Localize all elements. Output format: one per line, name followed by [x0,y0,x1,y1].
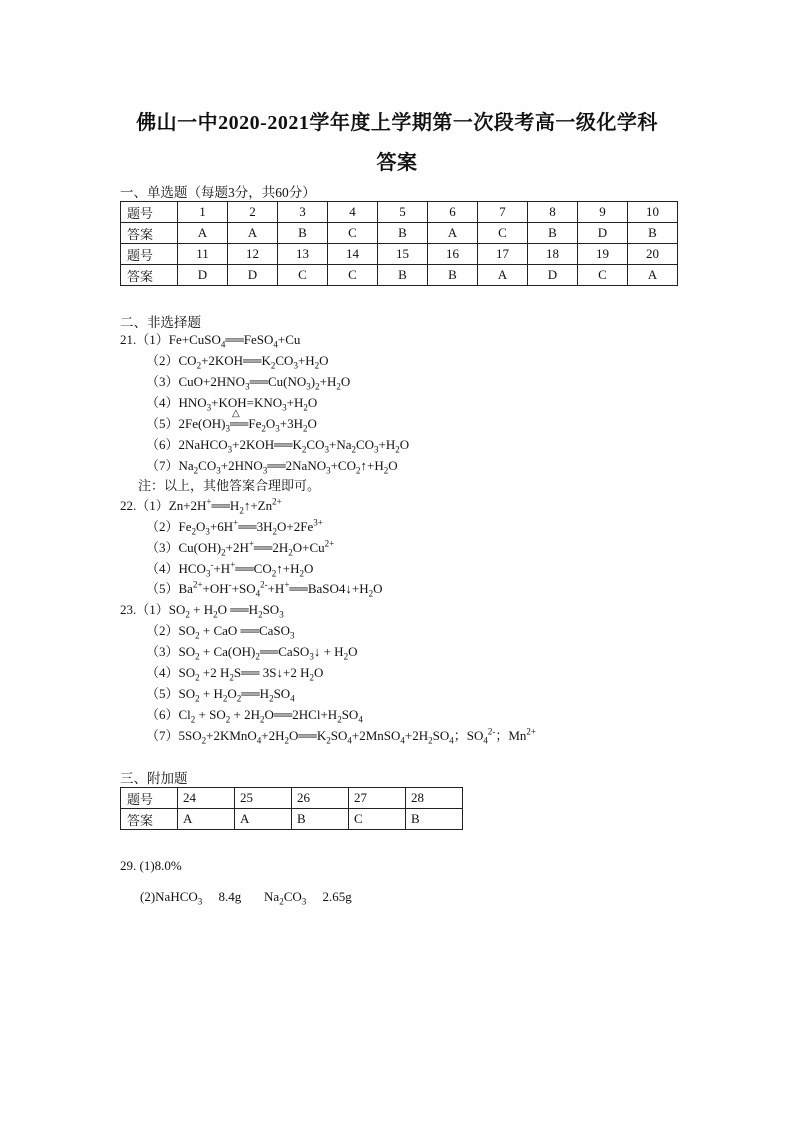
table-row [121,788,463,809]
question-number: 18 [528,244,578,265]
answer-cell: C [349,809,406,830]
section1-heading: 一、单选题（每题3分，共60分） [120,185,316,200]
answer-cell: D [578,223,628,244]
question-number: 14 [328,244,378,265]
row-label: 题号 [121,202,178,223]
q23-part6: $(6)Cl_2 + SO_2$ + $2H_2O══2HCl+H_2SO_4$ [146,707,363,725]
q22-part4: $(4)HCO_3^-+H^+══CO_2↑+H_2O$ [146,559,314,579]
answer-cell: B [292,809,349,830]
question-number: 15 [378,244,428,265]
row-label: 题号 [121,244,178,265]
row-label: 答案 [121,223,178,244]
answer-cell: D [528,265,578,286]
question-number: 4 [328,202,378,223]
q22-part2: $(2)Fe_2O_3+6H^+══3H_2O+2Fe^{3+}$ [146,517,323,537]
q21-part2: $(2)CO_2+2KOH══K_2CO_3+H_2O$ [146,353,329,371]
question-number: 2 [228,202,278,223]
q21-part6: $(6)2NaHCO_3+2KOH══K_2CO_3+Na_2CO_3+H_2O$ [146,437,410,455]
table-row [121,265,678,286]
page-subtitle: 答案 [376,152,418,174]
q21-part1: 21.（1）Fe+CuSO$_4$══FeSO$_4$+Cu [120,332,301,350]
q21-part4: $(4)HNO_3+KOH=KNO_3+H_2O$ [146,395,318,413]
question-number: 11 [178,244,228,265]
heat-triangle-icon: △ ══ [230,416,248,432]
q21-note: 注：以上，其他答案合理即可。 [138,478,321,493]
question-number: 10 [628,202,678,223]
q23-part5: $(5)SO_2$ + $H_2O_2══H_2SO_4$ [146,686,295,704]
question-number: 19 [578,244,628,265]
question-number: 9 [578,202,628,223]
answer-cell: C [578,265,628,286]
q23-part3: $(3)SO_2$ + $Ca(OH)_2══CaSO_3↓ + H_2O$ [146,644,358,662]
page-title: 佛山一中2020-2021学年度上学期第一次段考高一级化学科 [136,112,658,134]
mcq-answer-table [120,201,678,286]
question-number: 3 [278,202,328,223]
row-label: 答案 [121,265,178,286]
answer-cell: A [178,809,235,830]
question-number: 13 [278,244,328,265]
q22-part5: $(5)Ba^{2+}+OH^-+SO_4^{2-}+H^+══BaSO4↓+H_2O$ [146,579,383,599]
section2-heading: 二、非选择题 [120,315,201,330]
q23-part2: $(2)SO_2$ + CaO ══CaSO$_3$ [146,623,295,641]
answer-cell: C [328,223,378,244]
q23-part4: $(4)SO_2 +2$ $H_2S══$ 3S↓+2 $H_2O$ [146,665,324,683]
question-number: 8 [528,202,578,223]
answer-cell: A [228,223,278,244]
question-number: 7 [478,202,528,223]
table-row [121,223,678,244]
extra-answer-table [120,787,463,830]
question-number: 25 [235,788,292,809]
answer-cell: A [478,265,528,286]
q29-part2: (2)NaHCO$_3$ 8.4g $Na_2CO_3$ 2.65g [140,889,352,907]
answer-cell: A [628,265,678,286]
answer-cell: B [428,265,478,286]
q23-part7: $(7)5SO_2+2KMnO_4+2H_2O══K_2SO_4+2MnSO_4+2H_2SO_4$；$SO_4^{2-}$；$Mn^{2+}$ [146,726,536,746]
q22-part1: $22.(1)Zn+2H^+══H_2↑+Zn^{2+}$ [120,496,282,516]
question-number: 26 [292,788,349,809]
question-number: 24 [178,788,235,809]
question-number: 28 [406,788,463,809]
answer-cell: C [278,265,328,286]
section3-heading: 三、附加题 [120,771,188,786]
answer-cell: D [178,265,228,286]
answer-cell: B [528,223,578,244]
question-number: 1 [178,202,228,223]
answer-cell: B [278,223,328,244]
question-number: 27 [349,788,406,809]
row-label: 答案 [121,809,178,830]
question-number: 16 [428,244,478,265]
question-number: 17 [478,244,528,265]
q22-part3: $(3)Cu(OH)_2+2H^+══2H_2O+Cu^{2+}$ [146,538,335,558]
table-row [121,202,678,223]
question-number: 12 [228,244,278,265]
answer-cell: A [235,809,292,830]
answer-cell: B [406,809,463,830]
q21-part3: $(3)CuO+2HNO_3══Cu(NO_3)_2+H_2O$ [146,374,351,392]
answer-cell: A [428,223,478,244]
q23-part1: $23.(1)SO_2 + H_2O$ $══H_2SO_3$ [120,602,284,620]
answer-cell: C [328,265,378,286]
answer-cell: B [628,223,678,244]
question-number: 20 [628,244,678,265]
q29-part1: 29. (1)8.0% [120,858,182,873]
q21-part5: $(5)2Fe(OH)_3\triangle$ $══Fe_2O_3+3H_2O$ [146,416,317,432]
question-number: 6 [428,202,478,223]
table-row [121,809,463,830]
row-label: 题号 [121,788,178,809]
table-row [121,244,678,265]
answer-cell: C [478,223,528,244]
q21-part7: $(7)Na_2CO_3+2HNO_3══2NaNO_3+CO_2↑+H_2O$ [146,458,398,476]
answer-cell: A [178,223,228,244]
answer-cell: B [378,223,428,244]
answer-cell: D [228,265,278,286]
answer-cell: B [378,265,428,286]
question-number: 5 [378,202,428,223]
